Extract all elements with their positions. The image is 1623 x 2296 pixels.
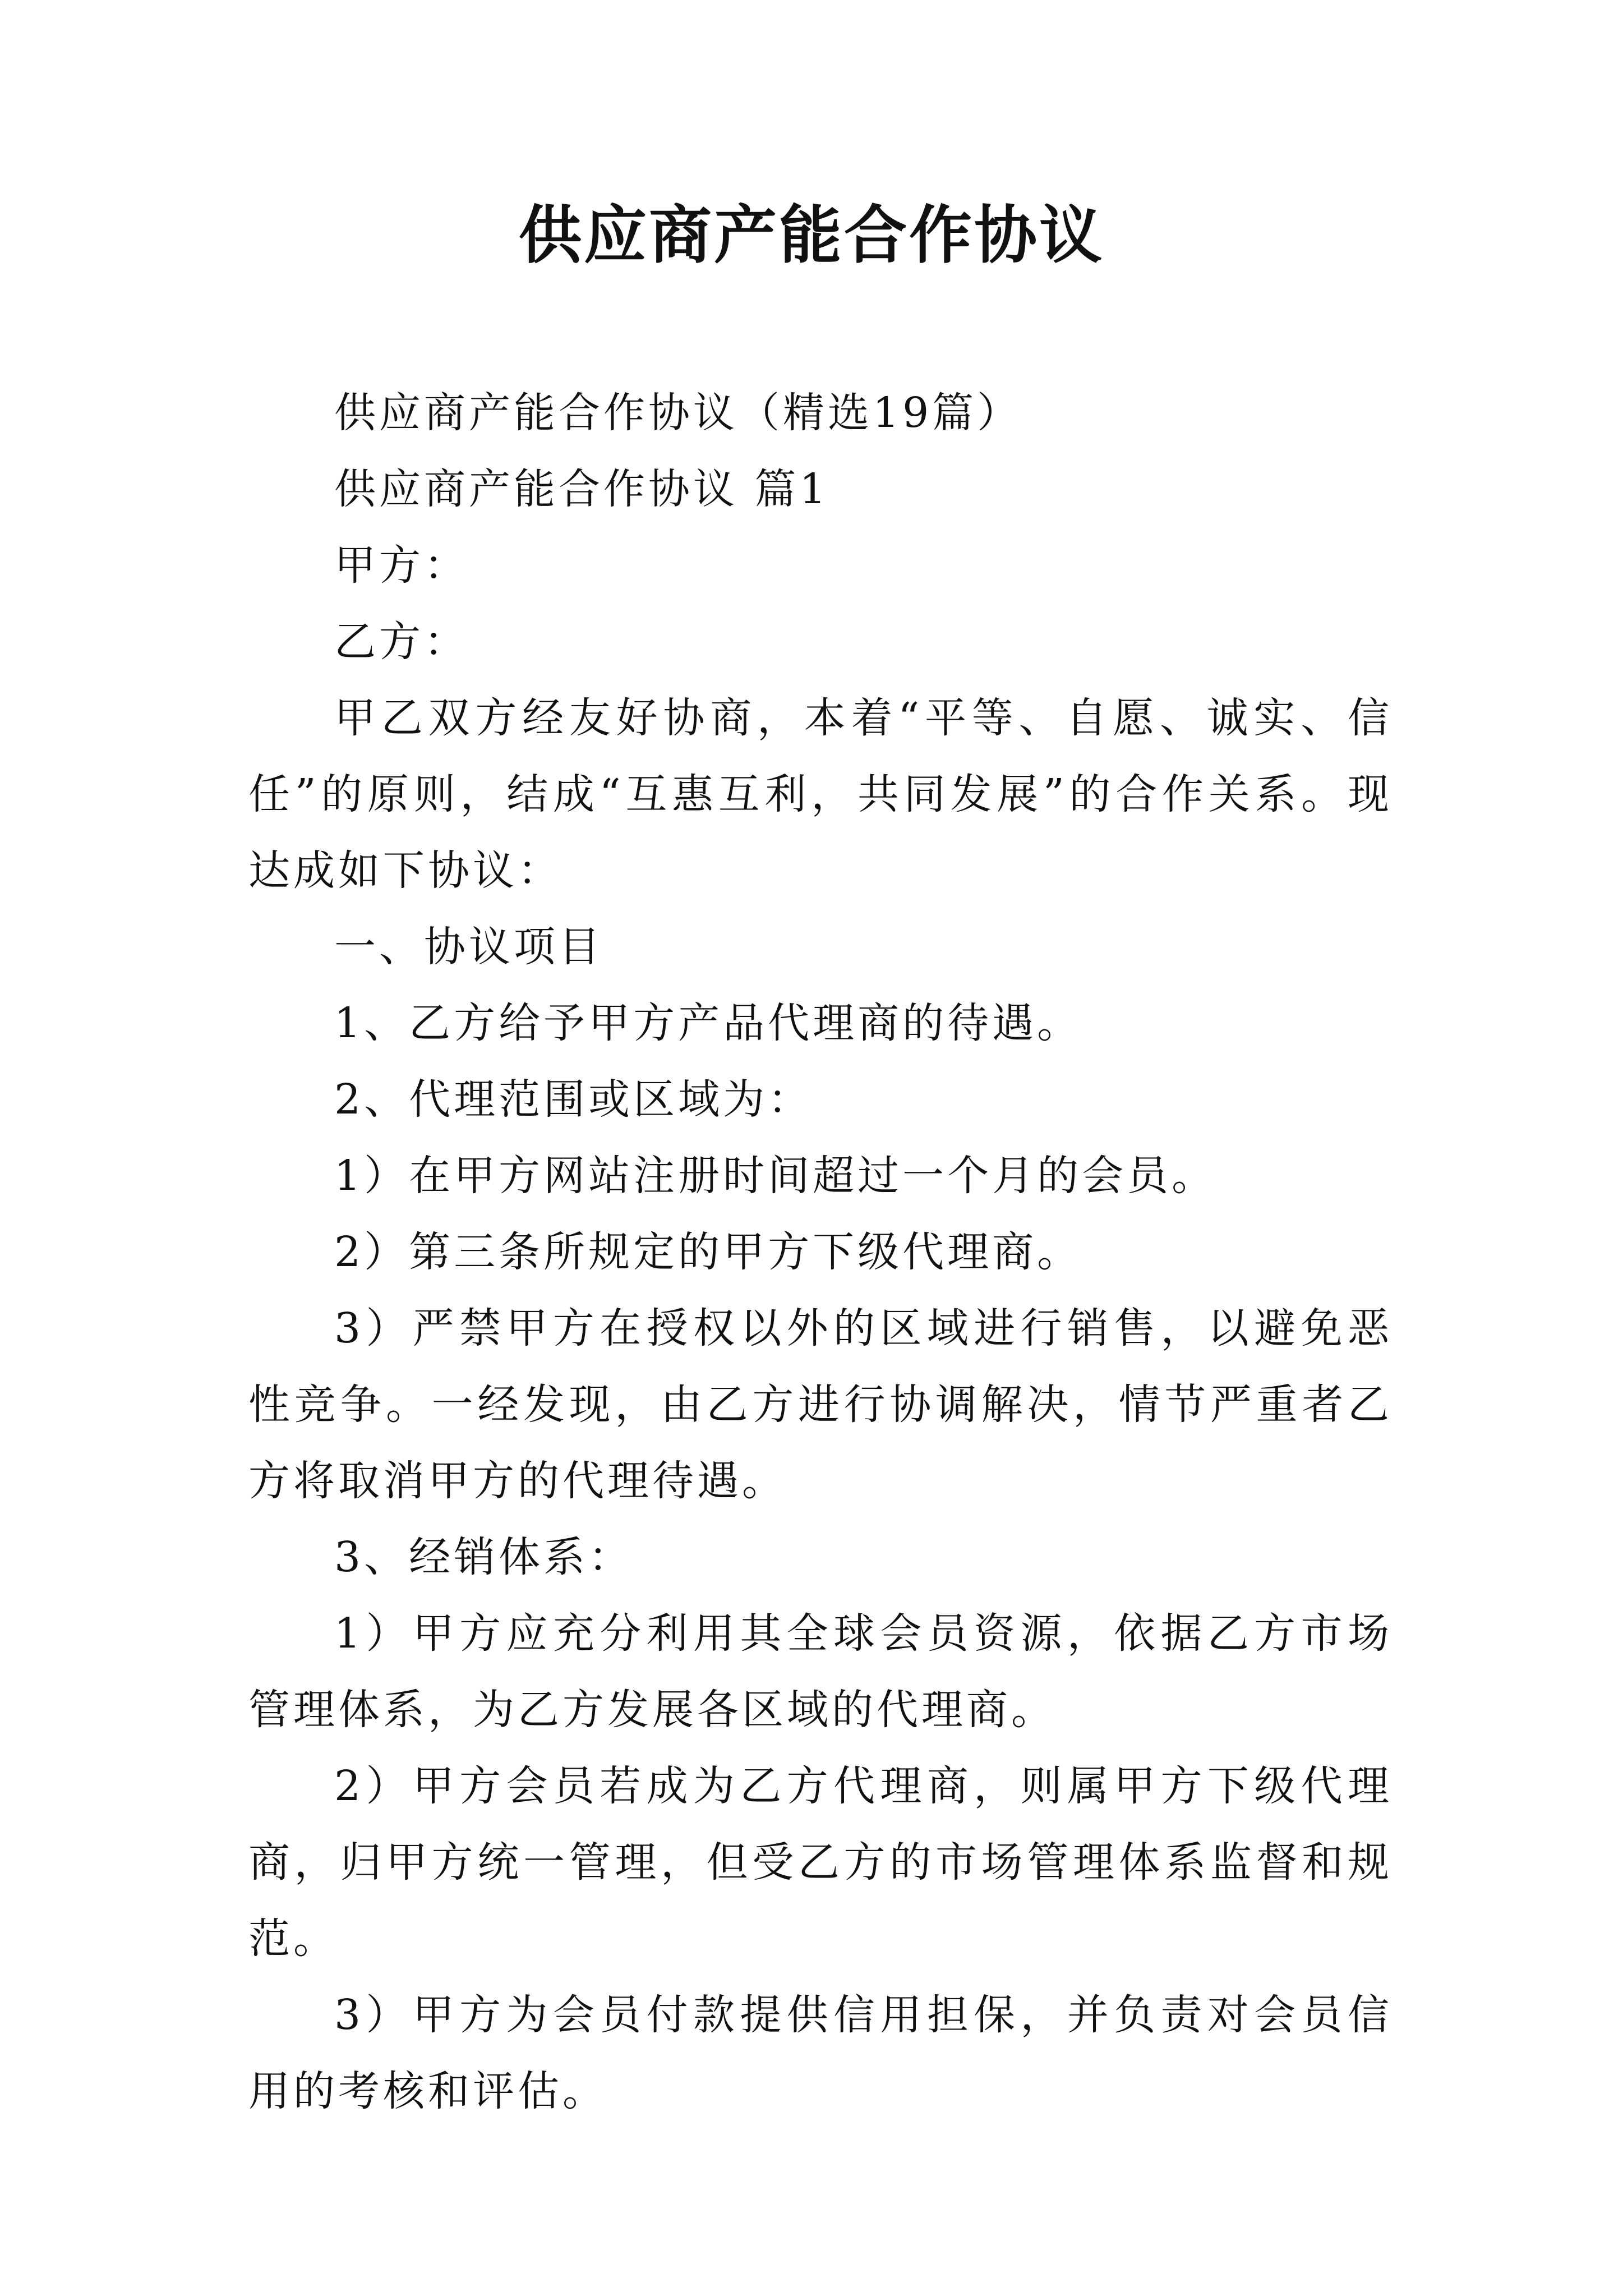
paragraph-item: 1、乙方给予甲方产品代理商的待遇。 — [334, 999, 1082, 1047]
paragraph-preamble: 甲乙双方经友好协商，本着“平等、自愿、诚实、信任”的原则，结成“互惠互利，共同发展”的合作关系。现达成如下协议： — [248, 694, 1393, 895]
paragraph-subitem: 2）甲方会员若成为乙方代理商，则属甲方下级代理商，归甲方统一管理，但受乙方的市场管理体系监督和规范。 — [248, 1762, 1393, 1963]
document-title: 供应商产能合作协议 — [519, 199, 1104, 272]
paragraph-subtitle: 供应商产能合作协议（精选19篇） — [334, 389, 1022, 437]
paragraph-item: 3、经销体系： — [334, 1533, 634, 1581]
paragraph-section-heading: 供应商产能合作协议 篇1 — [334, 465, 829, 513]
paragraph-party-a: 甲方： — [334, 541, 469, 590]
paragraph-subitem: 3）严禁甲方在授权以外的区域进行销售，以避免恶性竞争。一经发现，由乙方进行协调解决，情节严重者乙方将取消甲方的代理待遇。 — [248, 1304, 1393, 1505]
paragraph-item: 2、代理范围或区域为： — [334, 1075, 813, 1124]
paragraph-article-heading: 一、协议项目 — [334, 923, 603, 971]
paragraph-subitem: 3）甲方为会员付款提供信用担保，并负责对会员信用的考核和评估。 — [248, 1991, 1393, 2115]
document-body — [248, 375, 1393, 2129]
paragraph-subitem: 2）第三条所规定的甲方下级代理商。 — [334, 1228, 1082, 1276]
paragraph-subitem: 1）在甲方网站注册时间超过一个月的会员。 — [334, 1152, 1217, 1200]
paragraph-party-b: 乙方： — [334, 618, 469, 666]
paragraph-subitem: 1）甲方应充分利用其全球会员资源，依据乙方市场管理体系，为乙方发展各区域的代理商。 — [248, 1609, 1393, 1734]
